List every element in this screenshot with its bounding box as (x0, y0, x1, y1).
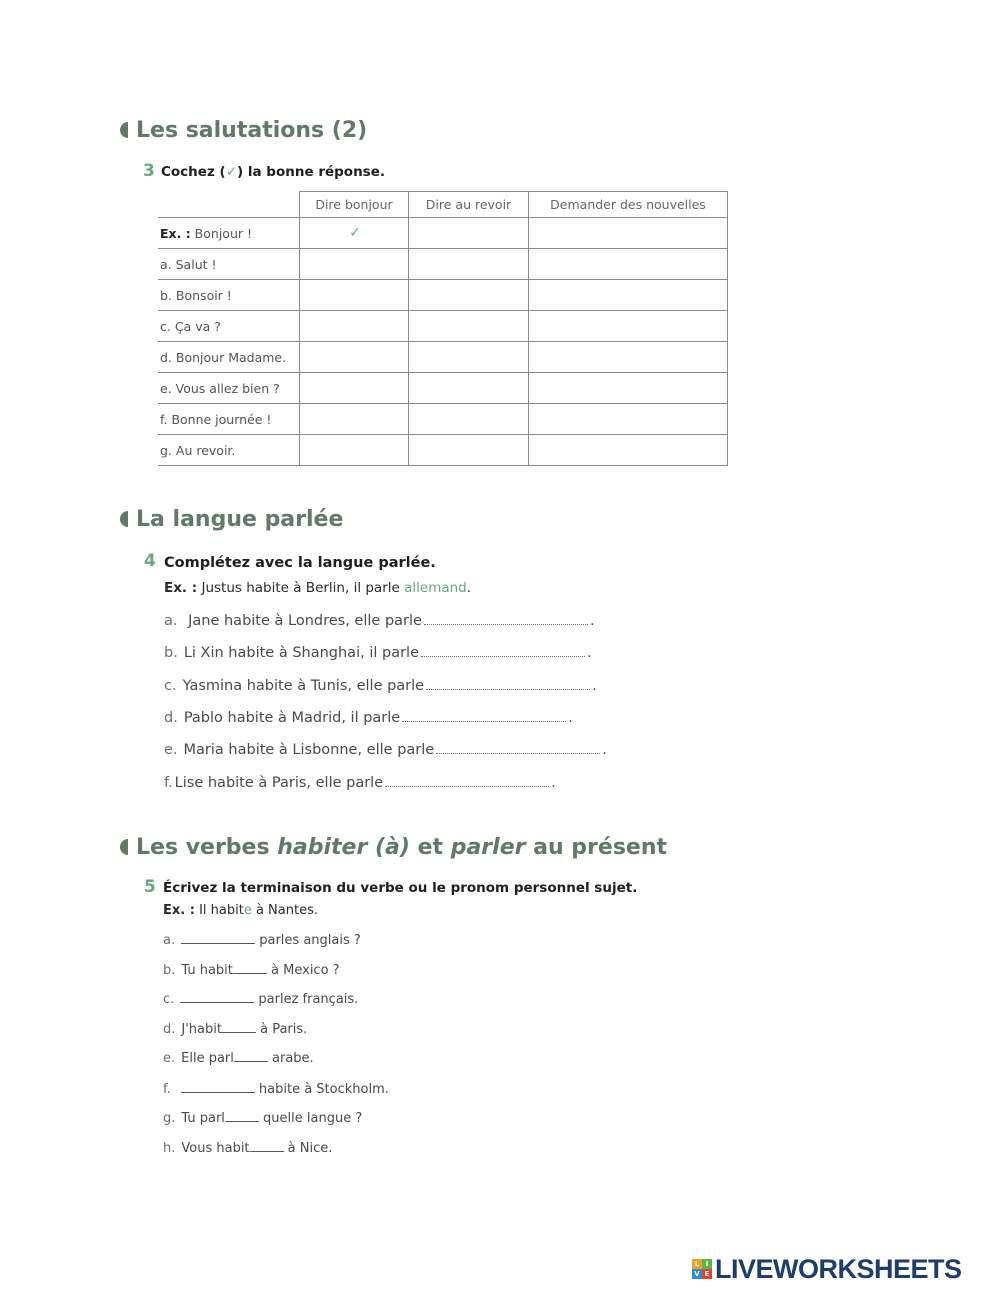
answer-blank[interactable] (250, 1140, 284, 1152)
row-label: f. Bonne journée ! (158, 404, 300, 435)
answer-cell[interactable] (529, 218, 728, 249)
answer-cell[interactable] (300, 404, 409, 435)
answer-blank[interactable] (222, 1021, 256, 1033)
exercise-number-5: 5 (144, 877, 156, 897)
section-title-verbes: Les verbes habiter (à) et parler au présent (120, 835, 667, 860)
list-item: b. Tu habit à Mexico ? (163, 963, 340, 978)
answer-cell[interactable] (529, 435, 728, 466)
section-title-salutations: Les salutations (2) (120, 118, 367, 143)
answer-cell[interactable] (529, 342, 728, 373)
section-marker (120, 122, 128, 138)
answer-cell[interactable] (409, 218, 529, 249)
answer-cell[interactable] (300, 280, 409, 311)
row-label: c. Ça va ? (158, 311, 300, 342)
section-marker (120, 511, 128, 527)
header-demander-nouvelles: Demander des nouvelles (529, 192, 728, 218)
header-dire-bonjour: Dire bonjour (300, 192, 409, 218)
row-label: d. Bonjour Madame. (158, 342, 300, 373)
row-label: g. Au revoir. (158, 435, 300, 466)
table-row (158, 311, 728, 342)
row-label-example: Ex. : Bonjour ! (158, 218, 300, 249)
answer-blank[interactable] (436, 741, 600, 754)
list-item: a. Jane habite à Londres, elle parle . (164, 613, 595, 629)
answer-cell[interactable] (529, 373, 728, 404)
answer-cell[interactable] (409, 280, 529, 311)
answer-blank[interactable] (426, 677, 590, 690)
answer-blank[interactable] (233, 962, 267, 974)
answer-blank[interactable] (424, 612, 588, 625)
answer-blank[interactable] (234, 1050, 268, 1062)
list-item: d. Pablo habite à Madrid, il parle . (164, 710, 573, 726)
list-item: c. Yasmina habite à Tunis, elle parle . (164, 678, 597, 694)
section-title-langue: La langue parlée (120, 507, 343, 532)
logo-text: LIVEWORKSHEETS (715, 1253, 962, 1284)
list-item: b. Li Xin habite à Shanghai, il parle . (164, 645, 592, 661)
table-row (158, 218, 728, 249)
table-row (158, 373, 728, 404)
answer-cell[interactable] (409, 342, 529, 373)
answer-cell[interactable] (300, 249, 409, 280)
answer-cell[interactable] (300, 342, 409, 373)
table-row (158, 435, 728, 466)
exercise-5-example: Ex. : Il habite à Nantes. (163, 903, 318, 918)
list-item: e. Elle parl arabe. (163, 1051, 314, 1066)
check-icon: ✓ (225, 164, 237, 180)
answer-cell[interactable] (300, 373, 409, 404)
answer-blank[interactable] (180, 991, 254, 1003)
answer-cell[interactable] (409, 404, 529, 435)
header-dire-au-revoir: Dire au revoir (409, 192, 529, 218)
table-row (158, 342, 728, 373)
logo-icon: L I V E (692, 1259, 712, 1279)
answer-cell[interactable] (529, 404, 728, 435)
list-item: f. habite à Stockholm. (163, 1082, 389, 1097)
table-row (158, 404, 728, 435)
list-item: c. parlez français. (163, 992, 359, 1007)
answer-blank[interactable] (225, 1110, 259, 1122)
list-item: g. Tu parl quelle langue ? (163, 1111, 363, 1126)
answer-cell[interactable] (300, 311, 409, 342)
answer-blank[interactable] (402, 709, 566, 722)
answer-cell[interactable] (529, 311, 728, 342)
liveworksheets-logo[interactable] (692, 1255, 962, 1283)
row-label: b. Bonsoir ! (158, 280, 300, 311)
exercise-4-example: Ex. : Justus habite à Berlin, il parle allemand. (164, 580, 472, 596)
check-icon: ✓ (300, 218, 409, 249)
salutations-table (158, 191, 728, 466)
answer-blank[interactable] (385, 774, 549, 787)
answer-blank[interactable] (181, 932, 255, 944)
list-item: a. parles anglais ? (163, 933, 361, 948)
list-item: d. J'habit à Paris. (163, 1022, 308, 1037)
answer-blank[interactable] (421, 644, 585, 657)
exercise-number-3: 3 (143, 161, 155, 181)
answer-cell[interactable] (529, 249, 728, 280)
answer-cell[interactable] (409, 249, 529, 280)
exercise-3-instruction: Cochez (✓) la bonne réponse. (161, 164, 386, 180)
list-item: e. Maria habite à Lisbonne, elle parle . (164, 742, 607, 758)
row-label: e. Vous allez bien ? (158, 373, 300, 404)
section-marker (120, 839, 128, 855)
answer-cell[interactable] (300, 435, 409, 466)
exercise-4-instruction: Complétez avec la langue parlée. (164, 555, 436, 571)
exercise-number-4: 4 (144, 551, 156, 571)
answer-cell[interactable] (409, 373, 529, 404)
list-item: h. Vous habit à Nice. (163, 1141, 333, 1156)
answer-blank[interactable] (181, 1081, 255, 1093)
table-row (158, 249, 728, 280)
exercise-5-instruction: Écrivez la terminaison du verbe ou le pronom personnel sujet. (163, 880, 638, 896)
answer-cell[interactable] (409, 435, 529, 466)
row-label: a. Salut ! (158, 249, 300, 280)
table-row (158, 280, 728, 311)
answer-cell[interactable] (529, 280, 728, 311)
answer-cell[interactable] (409, 311, 529, 342)
list-item: f. Lise habite à Paris, elle parle . (164, 775, 556, 791)
